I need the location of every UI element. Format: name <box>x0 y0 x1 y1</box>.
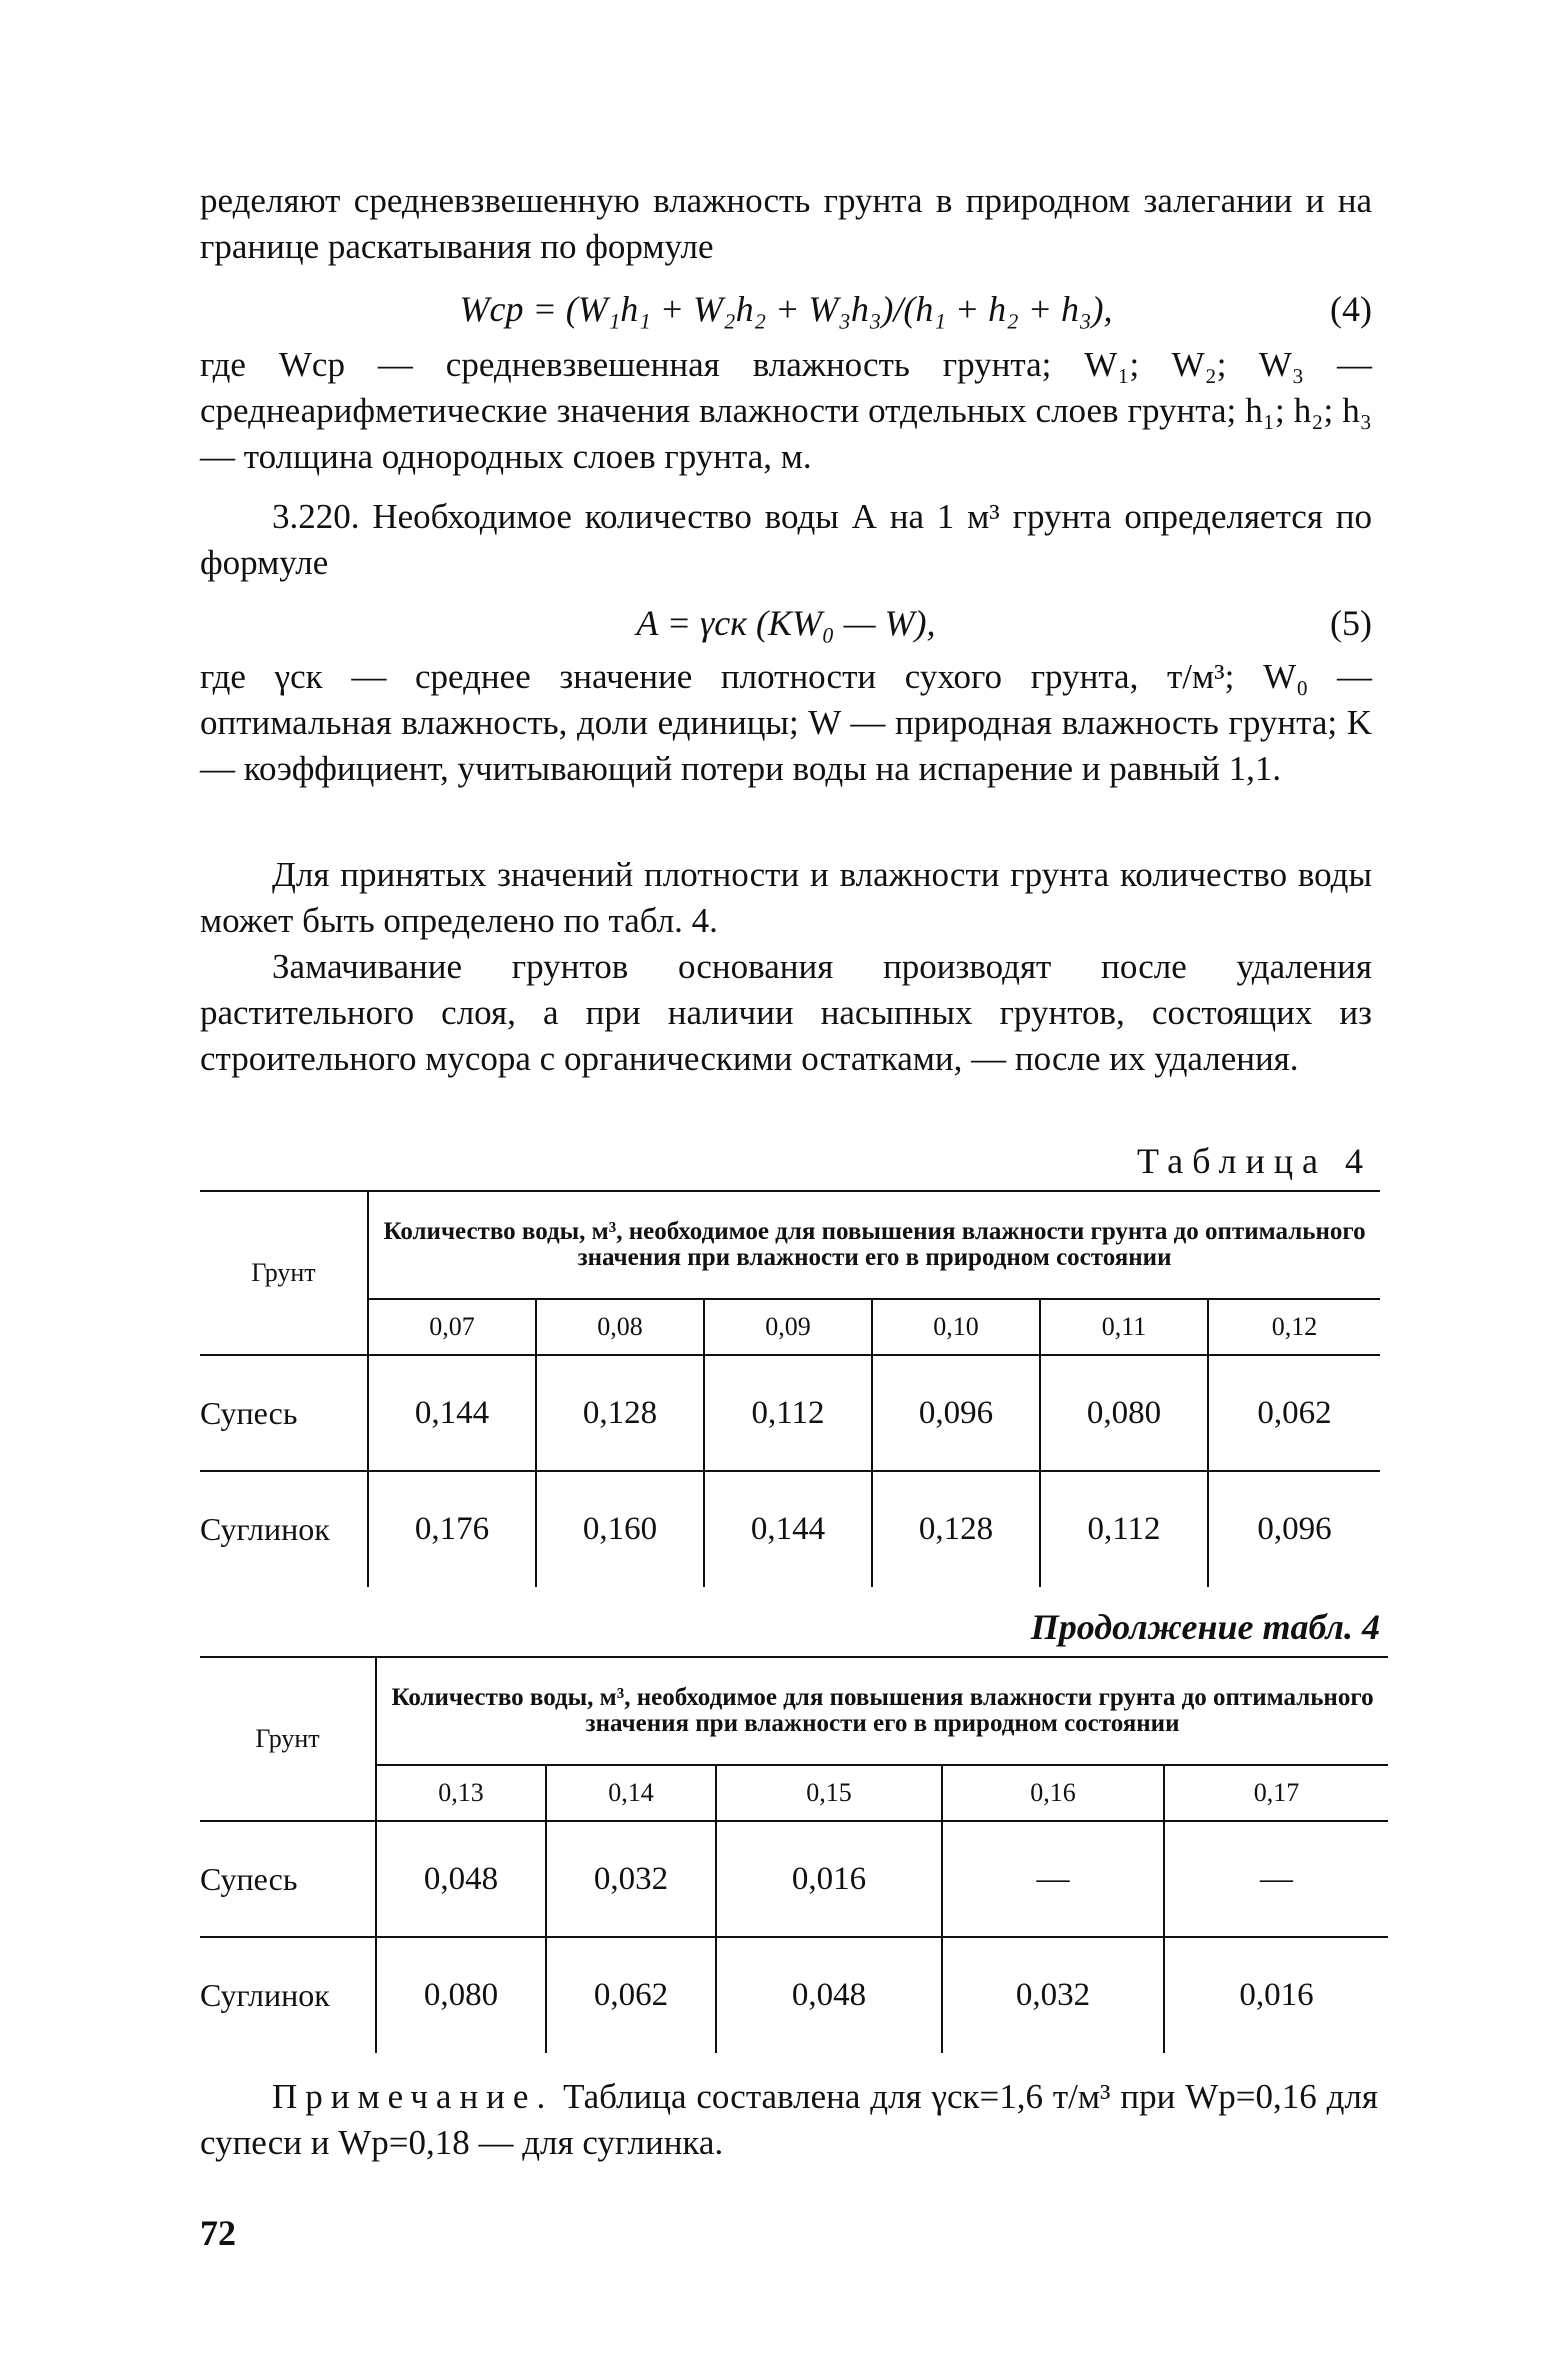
intro-text: ределяют средневзвешенную влажность грунта в природном залегании и на границе раскатывания по формуле <box>200 181 1372 266</box>
table-cell: 0,048 <box>376 1821 546 1937</box>
table-cell: 0,062 <box>546 1937 716 2053</box>
row-label: Супесь <box>200 1821 376 1937</box>
table-cell: 0,128 <box>536 1355 704 1471</box>
formula-5-expression: A = γск (KW₀ — W), <box>636 603 936 643</box>
section-3220 <box>200 494 1372 586</box>
formula-4-explanation <box>200 342 1372 480</box>
table-cell: 0,062 <box>1208 1355 1380 1471</box>
table-cell: 0,160 <box>536 1471 704 1587</box>
column-header: 0,10 <box>872 1299 1040 1355</box>
formula-4-explanation-text: где Wср — средневзвешенная влажность грунта; W₁; W₂; W₃ — среднеарифметические значения влажности отдельных слоев грунта; h₁; h₂; h₃ — толщина однородных слоев грунта, м. <box>200 345 1372 476</box>
column-header: 0,09 <box>704 1299 872 1355</box>
table-row <box>200 1821 1388 1937</box>
section-3220-text: 3.220. Необходимое количество воды А на 1 м³ грунта определяется по формуле <box>200 497 1372 582</box>
table-cell: 0,128 <box>872 1471 1040 1587</box>
table-cell: 0,016 <box>1164 1937 1388 2053</box>
table-cell: 0,032 <box>942 1937 1164 2053</box>
table-row <box>200 1471 1380 1587</box>
soaking-paragraph <box>200 944 1372 1082</box>
table-cell: 0,096 <box>872 1355 1040 1471</box>
intro-paragraph <box>200 178 1372 270</box>
column-header: 0,13 <box>376 1765 546 1821</box>
note-text: Таблица составлена для γск=1,6 т/м³ при Wр=0,16 для супеси и Wр=0,18 — для суглинка. <box>200 2077 1379 2162</box>
formula-4-expression: Wср = (W₁h₁ + W₂h₂ + W₃h₃)/(h₁ + h₂ + h₃), <box>459 289 1113 329</box>
column-header: 0,08 <box>536 1299 704 1355</box>
table-cell: 0,112 <box>704 1355 872 1471</box>
column-header: 0,15 <box>716 1765 942 1821</box>
column-header: 0,11 <box>1040 1299 1208 1355</box>
table-cell: 0,176 <box>368 1471 536 1587</box>
page-number: 72 <box>200 2213 236 2253</box>
span-header: Количество воды, м³, необходимое для повышения влажности грунта до оптимального значения при влажности его в природном состоянии <box>368 1191 1380 1299</box>
table-note <box>200 2074 1378 2166</box>
grunt-header: Грунт <box>200 1191 368 1355</box>
column-header: 0,07 <box>368 1299 536 1355</box>
table-reference-paragraph <box>200 852 1372 944</box>
table-4-caption: Таблица 4 <box>1137 1141 1372 1181</box>
formula-5-number: (5) <box>1330 603 1372 643</box>
table-reference-text: Для принятых значений плотности и влажности грунта количество воды может быть определено по табл. 4. <box>200 855 1372 940</box>
table-4-continuation <box>200 1656 1388 2053</box>
formula-5 <box>200 600 1372 646</box>
column-header: 0,16 <box>942 1765 1164 1821</box>
note-label: Примечание. <box>272 2077 554 2116</box>
grunt-header: Грунт <box>200 1657 376 1821</box>
table-cell: 0,080 <box>376 1937 546 2053</box>
table-cell: 0,144 <box>704 1471 872 1587</box>
column-header: 0,12 <box>1208 1299 1380 1355</box>
table-cell: 0,048 <box>716 1937 942 2053</box>
table-cell: 0,016 <box>716 1821 942 1937</box>
formula-5-explanation-text: где γск — среднее значение плотности сухого грунта, т/м³; W₀ — оптимальная влажность, доли единицы; W — природная влажность грунта; K — коэффициент, учитывающий потери воды на испарение и равный 1,1. <box>200 657 1372 788</box>
column-header: 0,14 <box>546 1765 716 1821</box>
formula-4 <box>200 286 1372 332</box>
table-4 <box>200 1190 1380 1587</box>
table-cell: 0,032 <box>546 1821 716 1937</box>
table-cell: — <box>942 1821 1164 1937</box>
table-cell: 0,112 <box>1040 1471 1208 1587</box>
column-header: 0,17 <box>1164 1765 1388 1821</box>
row-label: Суглинок <box>200 1937 376 2053</box>
table-row <box>200 1937 1388 2053</box>
formula-4-number: (4) <box>1330 289 1372 329</box>
row-label: Суглинок <box>200 1471 368 1587</box>
row-label: Супесь <box>200 1355 368 1471</box>
table-cell: — <box>1164 1821 1388 1937</box>
formula-5-explanation <box>200 654 1372 792</box>
span-header: Количество воды, м³, необходимое для повышения влажности грунта до оптимального значения при влажности его в природном состоянии <box>376 1657 1388 1765</box>
table-4-continuation-caption: Продолжение табл. 4 <box>1030 1607 1380 1647</box>
table-row <box>200 1355 1380 1471</box>
soaking-text: Замачивание грунтов основания производят после удаления растительного слоя, а при наличии насыпных грунтов, состоящих из строительного мусора с органическими остатками, — после их удаления. <box>200 947 1372 1078</box>
table-cell: 0,096 <box>1208 1471 1380 1587</box>
table-cell: 0,080 <box>1040 1355 1208 1471</box>
table-cell: 0,144 <box>368 1355 536 1471</box>
